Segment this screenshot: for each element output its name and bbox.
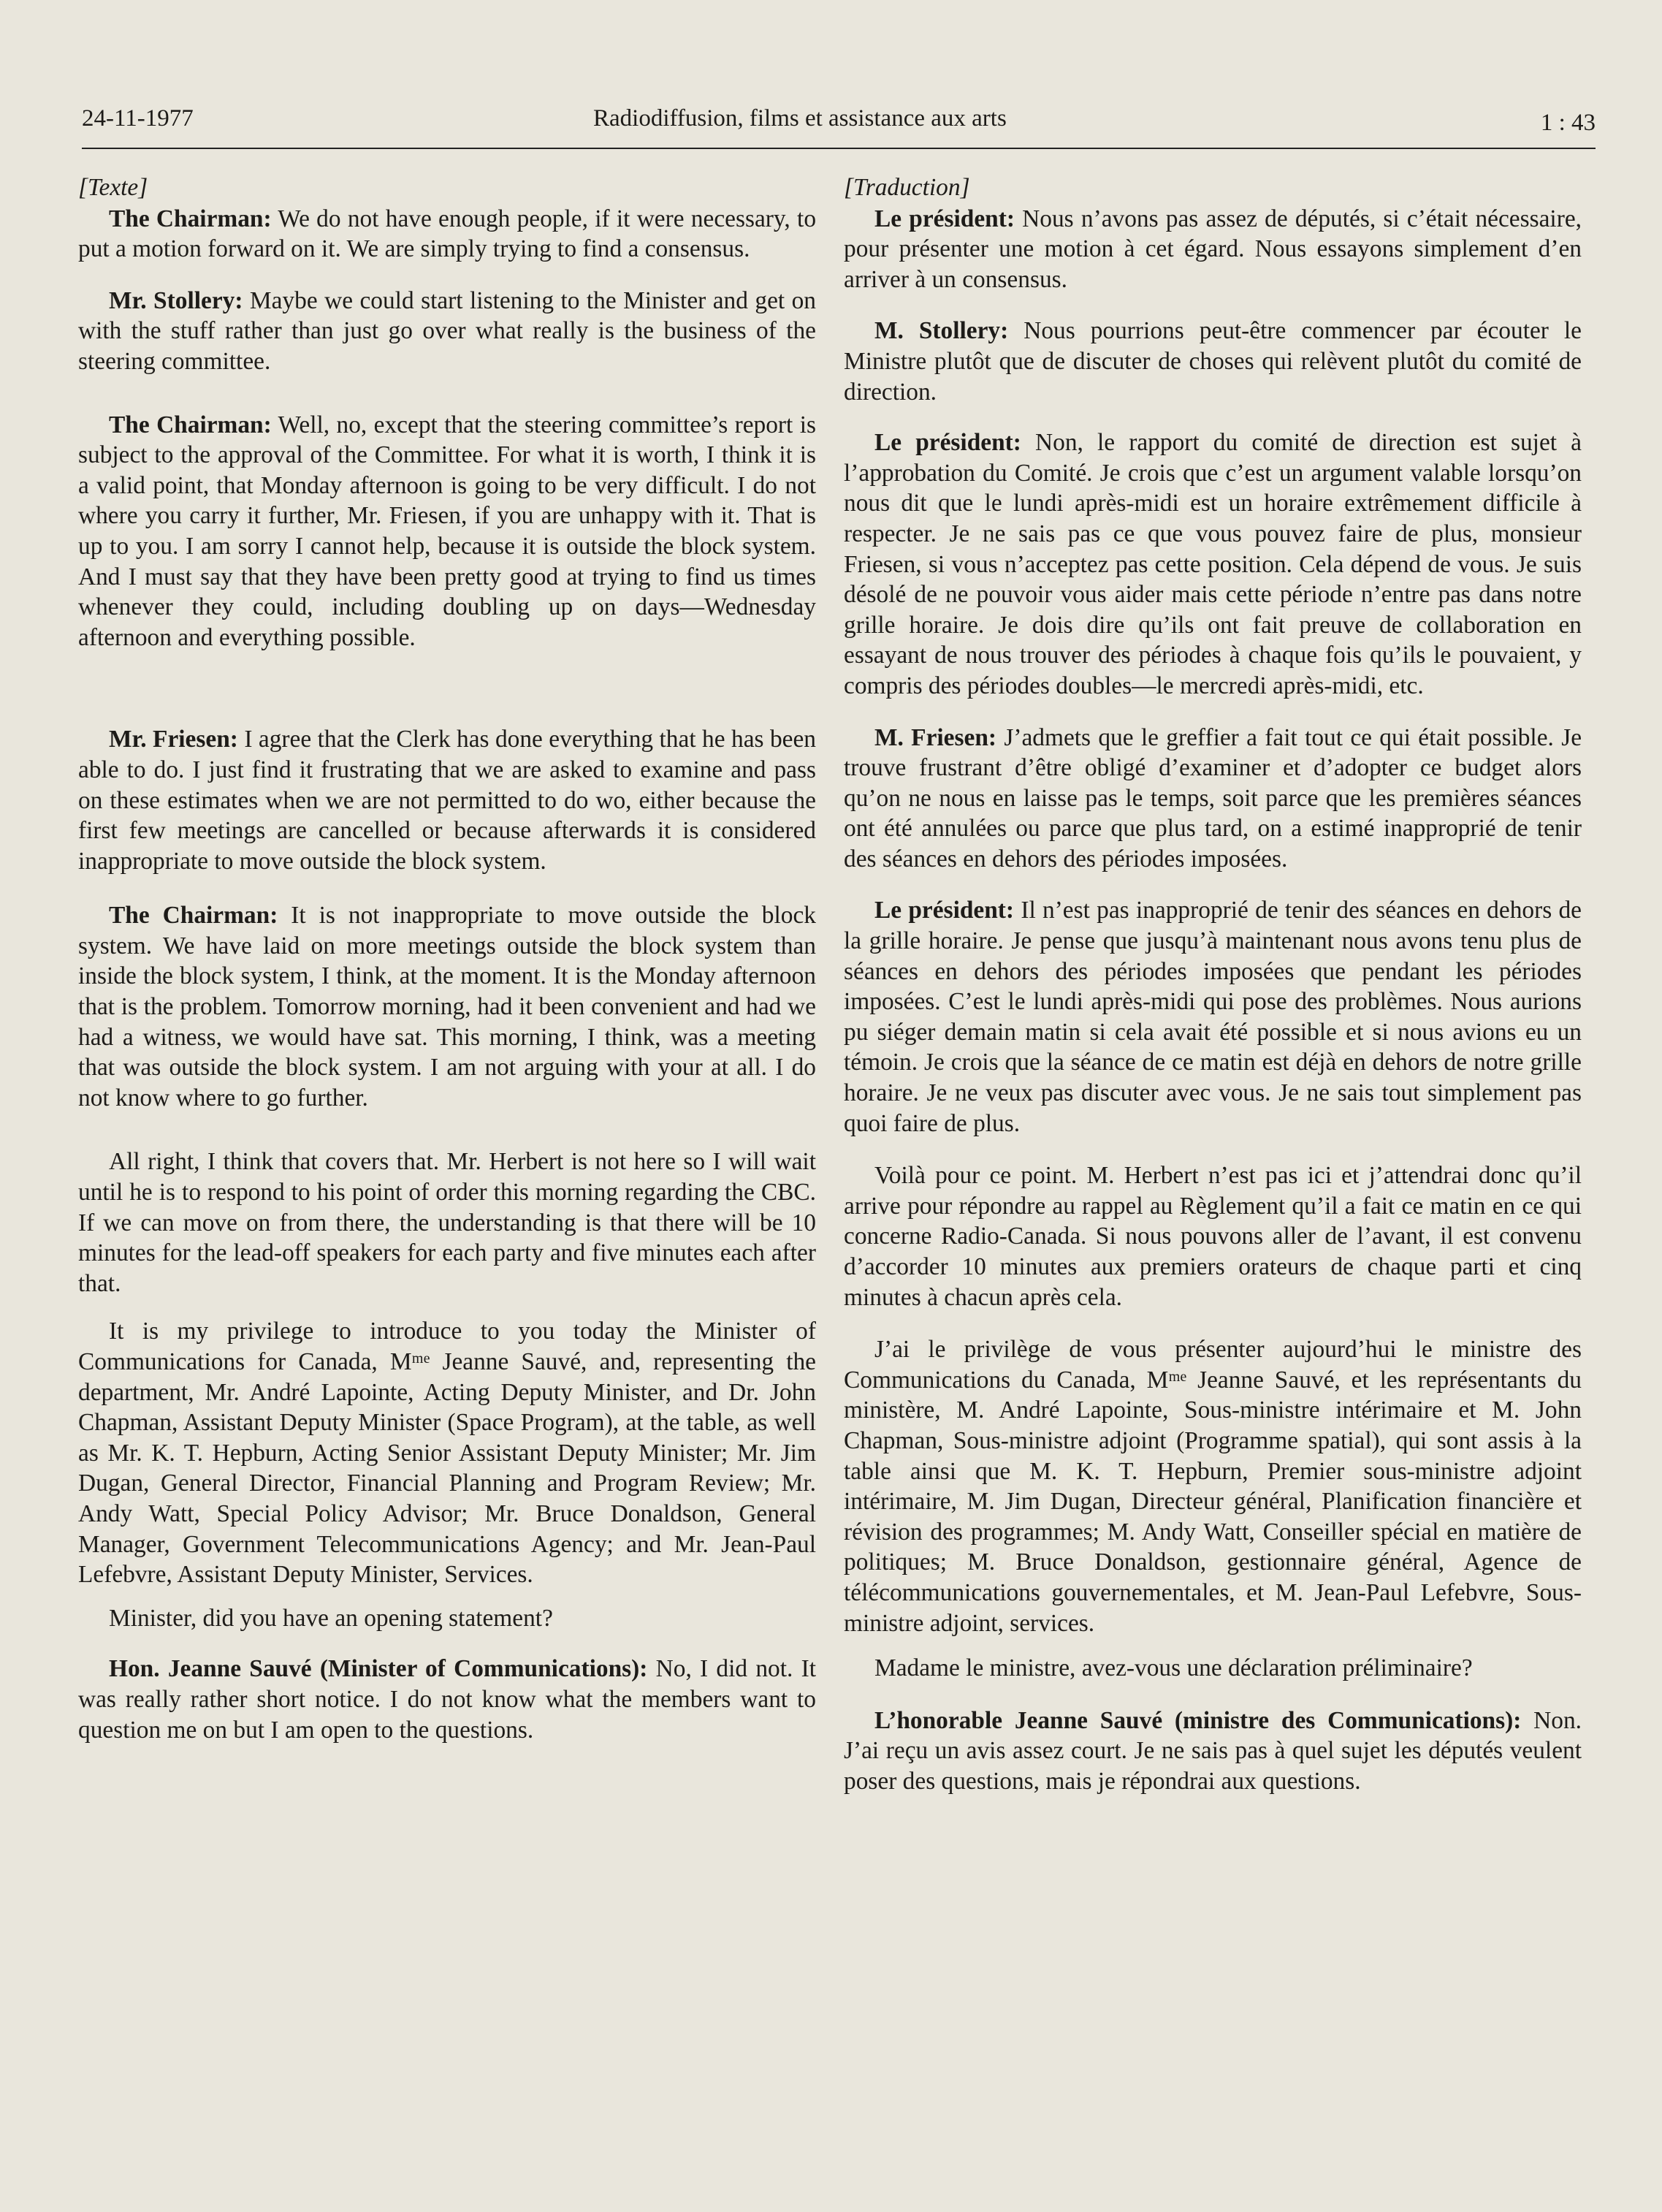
paragraph-text: It is my privilege to introduce to you today the Minister of Communications for Canada, Mᵐᵉ Jeanne Sauvé, and, representing the department, Mr. André Lapointe, Acting Deputy Minister, and Dr. John Chapman, Assistant Deputy Minister (Space Program), at the table, as well as Mr. K. T. Hepburn, Acting Senior Assistant Deputy Minister; Mr. Jim Dugan, General Director, Financial Planning and Program Review; Mr. Andy Watt, Special Policy Advisor; Mr. Bruce Donaldson, General Manager, Government Telecommunications Agency; and Mr. Jean-Paul Lefebvre, Assistant Deputy Minister, Services. xyxy=(78,1318,816,1589)
transcript-paragraph xyxy=(78,204,816,265)
paragraph-text: Minister, did you have an opening statement? xyxy=(109,1604,553,1632)
paragraph-text: No, I did not. It was really rather short notice. I do not know what the members want to question me on but I am open to the questions. xyxy=(78,1655,816,1744)
speaker-name: M. Friesen: xyxy=(874,723,997,751)
speaker-name: Mr. Stollery: xyxy=(109,286,243,314)
transcript-paragraph xyxy=(78,1147,816,1299)
language-tag-english: [Texte] xyxy=(78,174,148,201)
speaker-name: Le président: xyxy=(874,205,1015,232)
transcript-paragraph xyxy=(78,900,816,1113)
speaker-name: Le président: xyxy=(874,897,1015,924)
transcript-paragraph xyxy=(78,1603,816,1634)
speaker-name: The Chairman: xyxy=(109,902,278,930)
transcript-paragraph xyxy=(844,316,1582,407)
paragraph-text: It is not inappropriate to move outside the block system. We have laid on more meetings outside the block system than inside the block system, I think, at the moment. It is the Monday afternoon that is the problem. Tomorrow morning, had it been convenient and had we had a witness, we would have sat. This morning, I think, was a meeting that was outside the block system. I am not arguing with your at all. I do not know where to go further. xyxy=(78,902,816,1111)
english-column xyxy=(78,172,816,1745)
speaker-name: Mr. Friesen: xyxy=(109,726,238,753)
transcript-paragraph xyxy=(844,723,1582,875)
speaker-name: The Chairman: xyxy=(109,411,272,438)
transcript-paragraph xyxy=(78,1654,816,1745)
transcript-paragraph xyxy=(78,1316,816,1589)
paragraph-text: J’ai le privilège de vous présenter aujourd’hui le ministre des Communications du Canada, Mᵐᵉ Jeanne Sauvé, et les représentants du ministère, M. André Lapointe, Sous-ministre intérimaire et M. John Chapman, Sous-ministre adjoint (Programme spatial), qui sont assis à la table ainsi que M. K. T. Hepburn, Premier sous-ministre adjoint intérimaire, M. Jim Dugan, Directeur général, Planification financière et révision des programmes; M. Andy Watt, Conseiller spécial en matière de politiques; M. Bruce Donaldson, gestionnaire général, Agence de télécommunications gouvernementales, et M. Jean-Paul Lefebvre, Sous-ministre adjoint, services. xyxy=(844,1336,1582,1637)
paragraph-text: Well, no, except that the steering committee’s report is subject to the approval of the Committee. For what it is worth, I think it is a valid point, that Monday afternoon is going to be very difficult. I do not where you carry it further, Mr. Friesen, if you are unhappy with it. That is up to you. I am sorry I cannot help, because it is outside the block system. And I must say that they have been pretty good at trying to find us times whenever they could, including doubling up on days—Wednesday afternoon and everything possible. xyxy=(78,411,817,651)
paragraph-text: We do not have enough people, if it were necessary, to put a motion forward on it. We are simply trying to find a consensus. xyxy=(78,205,817,263)
speaker-name: M. Stollery: xyxy=(874,317,1009,345)
paragraph-text: Nous pourrions peut-être commencer par écouter le Ministre plutôt que de discuter de choses qui relèvent plutôt du comité de direction. xyxy=(844,317,1582,406)
french-column xyxy=(844,172,1582,1797)
paragraph-text: Madame le ministre, avez-vous une déclaration préliminaire? xyxy=(874,1654,1473,1682)
speaker-name: The Chairman: xyxy=(109,205,272,232)
paragraph-text: Maybe we could start listening to the Minister and get on with the stuff rather than just go over what really is the business of the steering committee. xyxy=(78,286,816,375)
speaker-name: Hon. Jeanne Sauvé (Minister of Communications): xyxy=(109,1655,648,1683)
language-tag-french: [Traduction] xyxy=(844,174,970,201)
speaker-name: Le président: xyxy=(874,429,1021,457)
paragraph-text: Nous n’avons pas assez de députés, si c’était nécessaire, pour présenter une motion à cet égard. Nous essayons simplement d’en arriver à un consensus. xyxy=(844,205,1582,293)
paragraph-text: All right, I think that covers that. Mr. Herbert is not here so I will wait until he is to respond to his point of order this morning regarding the CBC. If we can move on from there, the understanding is that there will be 10 minutes for the lead-off speakers for each party and five minutes each after that. xyxy=(78,1148,816,1297)
transcript-paragraph xyxy=(844,1334,1582,1638)
paragraph-text: I agree that the Clerk has done everything that he has been able to do. I just find it frustrating that we are asked to examine and pass on these estimates when we are not permitted to do wo, either because the first few meetings are cancelled or because afterwards it is considered inappropriate to move outside the block system. xyxy=(78,726,816,875)
header-title: Radiodiffusion, films et assistance aux arts xyxy=(593,105,1007,132)
paragraph-text: J’admets que le greffier a fait tout ce qui était possible. Je trouve frustrant d’être obligé d’examiner et d’adopter ce budget alors qu’on ne nous en laisse pas le temps, soit parce que les premières séances ont été annulées ou parce que plus tard, on a estimé inapproprié de tenir des séances en dehors des périodes imposées. xyxy=(844,723,1582,873)
transcript-paragraph xyxy=(844,427,1582,701)
transcript-paragraph xyxy=(844,1706,1582,1797)
paragraph-text: Non. J’ai reçu un avis assez court. Je ne sais pas à quel sujet les députés veulent poser des questions, mais je répondrai aux questions. xyxy=(844,1706,1582,1795)
transcript-paragraph xyxy=(844,895,1582,1139)
transcript-paragraph xyxy=(844,204,1582,295)
header-page-number: 1 : 43 xyxy=(1540,110,1596,136)
paragraph-text: Non, le rapport du comité de direction est sujet à l’approbation du Comité. Je crois que c’est un argument valable lorsqu’on nous dit que le lundi après-midi est un horaire extrêmement difficile à respecter. Je ne sais pas ce que vous pouvez faire de plus, monsieur Friesen, si vous n’acceptez pas cette position. Cela dépend de vous. Je suis désolé de ne pouvoir vous aider mais cette période n’entre pas dans notre grille horaire. Je dois dire qu’ils ont fait preuve de collaboration en essayant de nous trouver des périodes à chaque fois qu’ils le pouvaient, y compris des périodes doubles—le mercredi après-midi, etc. xyxy=(844,429,1582,699)
paragraph-text: Voilà pour ce point. M. Herbert n’est pas ici et j’attendrai donc qu’il arrive pour répondre au rappel au Règlement qu’il a fait ce matin en ce qui concerne Radio-Canada. Si nous pouvons aller de l’avant, il est convenu d’accorder 10 minutes aux premiers orateurs de chaque parti et cinq minutes à chacun après cela. xyxy=(844,1162,1582,1311)
transcript-paragraph xyxy=(844,1160,1582,1312)
transcript-paragraph xyxy=(844,1653,1582,1684)
page-header xyxy=(82,99,1596,149)
header-date: 24-11-1977 xyxy=(82,105,194,132)
speaker-name: L’honorable Jeanne Sauvé (ministre des Communications): xyxy=(874,1706,1522,1734)
transcript-paragraph xyxy=(78,410,816,653)
transcript-paragraph xyxy=(78,286,816,377)
transcript-paragraph xyxy=(78,724,816,876)
paragraph-text: Il n’est pas inapproprié de tenir des séances en dehors de la grille horaire. Je pense que jusqu’à maintenant nous avons tenu plus de séances en dehors des périodes imposées que pendant les périodes imposées. C’est le lundi après-midi qui pose des problèmes. Nous aurions pu siéger demain matin si cela avait été possible et si nous avions eu un témoin. Je crois que la séance de ce matin est déjà en dehors de notre grille horaire. Je ne veux pas discuter avec vous. Je ne sais tout simplement pas quoi faire de plus. xyxy=(844,897,1582,1137)
